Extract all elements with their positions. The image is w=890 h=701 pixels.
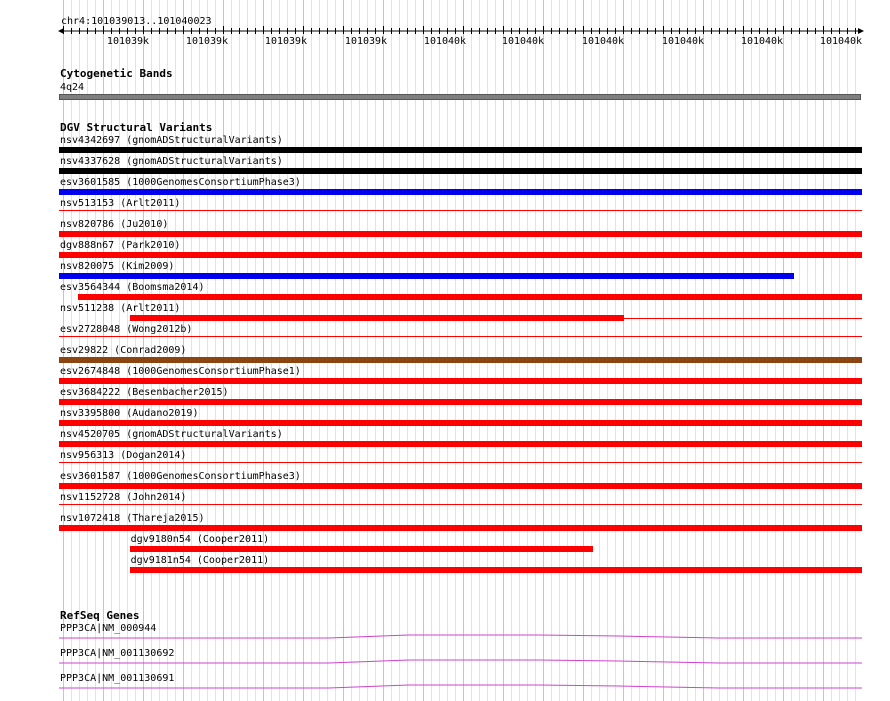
- dgv-feature-bar[interactable]: [59, 504, 862, 505]
- dgv-feature-label[interactable]: dgv888n67 (Park2010): [60, 240, 181, 251]
- dgv-feature-label[interactable]: esv3601585 (1000GenomesConsortiumPhase3): [60, 177, 301, 188]
- ruler-right-arrow-icon: [858, 28, 864, 34]
- refseq-transcript-line[interactable]: [59, 683, 863, 691]
- dgv-feature-label[interactable]: nsv1152728 (John2014): [60, 492, 187, 503]
- dgv-feature-bar[interactable]: [59, 147, 862, 153]
- ruler-tick-label: 101039k: [185, 36, 229, 47]
- dgv-feature-label[interactable]: nsv3395800 (Audano2019): [60, 408, 199, 419]
- cytoband-bar[interactable]: [59, 94, 861, 100]
- ruler-tick-label: 101040k: [423, 36, 467, 47]
- locus-label: chr4:101039013..101040023: [61, 16, 212, 27]
- dgv-feature-label[interactable]: esv3684222 (Besenbacher2015): [60, 387, 229, 398]
- dgv-feature-bar[interactable]: [130, 546, 593, 552]
- ruler-tick-label: 101039k: [264, 36, 308, 47]
- cytoband-label: 4q24: [60, 82, 85, 93]
- dgv-feature-label[interactable]: esv3564344 (Boomsma2014): [60, 282, 205, 293]
- dgv-feature-bar[interactable]: [59, 441, 862, 447]
- ruler-tick-label: 101040k: [661, 36, 705, 47]
- dgv-feature-label[interactable]: nsv513153 (Arlt2011): [60, 198, 181, 209]
- dgv-feature-label[interactable]: nsv1072418 (Thareja2015): [60, 513, 205, 524]
- dgv-feature-label[interactable]: esv2728048 (Wong2012b): [60, 324, 193, 335]
- ruler-tick-label: 101040k: [581, 36, 625, 47]
- dgv-feature-label[interactable]: nsv956313 (Dogan2014): [60, 450, 187, 461]
- dgv-feature-label[interactable]: esv2674848 (1000GenomesConsortiumPhase1): [60, 366, 301, 377]
- dgv-feature-bar[interactable]: [59, 231, 862, 237]
- dgv-feature-bar[interactable]: [130, 567, 862, 573]
- refseq-track-title: RefSeq Genes: [60, 609, 140, 622]
- dgv-feature-bar[interactable]: [59, 210, 862, 211]
- dgv-feature-bar[interactable]: [59, 420, 862, 426]
- dgv-feature-label[interactable]: nsv4337628 (gnomADStructuralVariants): [60, 156, 283, 167]
- refseq-transcript-label[interactable]: PPP3CA|NM_001130692: [60, 648, 175, 659]
- dgv-feature-label[interactable]: esv29822 (Conrad2009): [60, 345, 187, 356]
- dgv-feature-bar[interactable]: [59, 399, 862, 405]
- dgv-feature-bar[interactable]: [59, 336, 862, 337]
- dgv-feature-bar[interactable]: [59, 189, 862, 195]
- dgv-feature-bar[interactable]: [59, 378, 862, 384]
- dgv-feature-bar[interactable]: [59, 168, 862, 174]
- ruler-tick-label: 101040k: [819, 36, 863, 47]
- ruler-tick-label: 101040k: [501, 36, 545, 47]
- dgv-feature-bar[interactable]: [59, 273, 794, 279]
- cytoband-track-title: Cytogenetic Bands: [60, 67, 173, 80]
- refseq-transcript-label[interactable]: PPP3CA|NM_001130691: [60, 673, 175, 684]
- dgv-feature-connector: [624, 318, 862, 319]
- dgv-feature-bar[interactable]: [130, 315, 624, 321]
- dgv-feature-bar[interactable]: [59, 462, 862, 463]
- dgv-feature-bar[interactable]: [59, 252, 862, 258]
- ruler-tick-label: 101039k: [106, 36, 150, 47]
- dgv-feature-label[interactable]: dgv9181n54 (Cooper2011): [130, 555, 270, 566]
- dgv-feature-label[interactable]: nsv511238 (Arlt2011): [60, 303, 181, 314]
- refseq-transcript-line[interactable]: [59, 633, 863, 641]
- refseq-transcript-line[interactable]: [59, 658, 863, 666]
- dgv-feature-bar[interactable]: [59, 483, 862, 489]
- ruler-tick-label: 101039k: [344, 36, 388, 47]
- dgv-feature-label[interactable]: dgv9180n54 (Cooper2011): [130, 534, 270, 545]
- dgv-feature-bar[interactable]: [59, 357, 862, 363]
- dgv-feature-label[interactable]: nsv4520705 (gnomADStructuralVariants): [60, 429, 283, 440]
- dgv-track-title: DGV Structural Variants: [60, 121, 213, 134]
- dgv-feature-label[interactable]: nsv4342697 (gnomADStructuralVariants): [60, 135, 283, 146]
- dgv-feature-label[interactable]: nsv820075 (Kim2009): [60, 261, 175, 272]
- dgv-feature-label[interactable]: esv3601587 (1000GenomesConsortiumPhase3): [60, 471, 301, 482]
- dgv-feature-label[interactable]: nsv820786 (Ju2010): [60, 219, 169, 230]
- ruler-tick-label: 101040k: [740, 36, 784, 47]
- dgv-feature-bar[interactable]: [78, 294, 862, 300]
- refseq-transcript-label[interactable]: PPP3CA|NM_000944: [60, 623, 157, 634]
- dgv-feature-bar[interactable]: [59, 525, 862, 531]
